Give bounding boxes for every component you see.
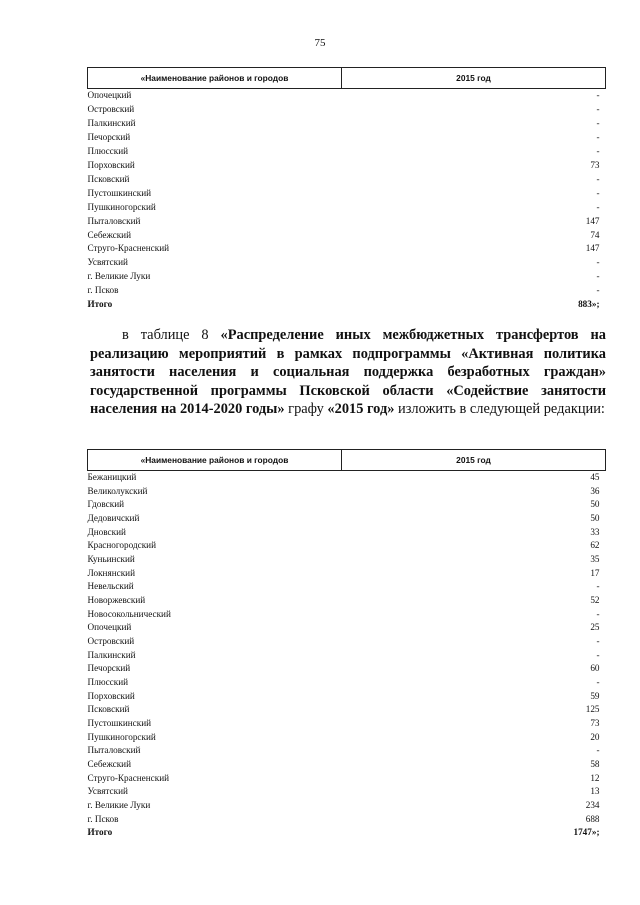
paragraph-tail: изложить в следующей редакции: <box>394 401 605 418</box>
table-row <box>88 703 606 717</box>
table-row <box>88 799 606 813</box>
table-row <box>88 145 606 159</box>
district-name: Пустошкинский <box>87 718 152 729</box>
district-value: - <box>596 257 600 268</box>
district-name: Бежаницкий <box>87 472 137 482</box>
table-header-row <box>88 68 606 89</box>
district-value: 45 <box>590 472 600 482</box>
district-name: Псковский <box>87 704 130 715</box>
district-name: Дновский <box>87 526 126 537</box>
table-row <box>88 498 606 512</box>
district-value: - <box>596 581 600 592</box>
paragraph-table-title: «Распределение иных межбюджетных трансфертов на реализацию мероприятий в рамках подпрограммы «Активная политика занятости населения и социальная поддержка безработных граждан» государственной программы Псковской области «Содействие занятости населения на 2014-2020 годы» <box>90 327 606 418</box>
district-name: Новоржевский <box>87 595 146 606</box>
table-row <box>88 662 606 676</box>
district-name: Опочецкий <box>87 90 132 100</box>
district-name: Себежский <box>87 229 132 240</box>
total-label: Итого <box>87 299 113 310</box>
district-value: - <box>596 90 600 100</box>
district-value: 33 <box>590 526 600 537</box>
district-value: 20 <box>590 731 600 742</box>
district-value: 125 <box>585 704 600 715</box>
total-row <box>88 298 606 312</box>
district-value: 688 <box>585 813 600 824</box>
district-value: 60 <box>590 663 600 674</box>
table-row <box>88 731 606 745</box>
district-name: Пушкиногорский <box>87 731 156 742</box>
district-value: 58 <box>590 759 600 770</box>
table-row <box>88 131 606 145</box>
district-name: Дедовичский <box>87 513 140 524</box>
district-name: Пыталовский <box>87 215 141 226</box>
table-2 <box>87 449 606 840</box>
district-name: Плюсский <box>87 677 129 688</box>
district-name: Псковский <box>87 173 130 184</box>
table-row <box>88 117 606 131</box>
table-row <box>88 471 606 485</box>
district-value: 25 <box>590 622 600 633</box>
district-value: 73 <box>590 159 600 170</box>
district-name: Невельский <box>87 581 134 592</box>
table-row <box>88 539 606 553</box>
district-name: Струго-Красненский <box>87 243 170 254</box>
district-value: - <box>596 649 600 660</box>
district-value: 36 <box>590 485 600 496</box>
table-row <box>88 526 606 540</box>
body-paragraph <box>90 326 606 419</box>
district-name: Великолукский <box>87 485 148 496</box>
table-row <box>88 215 606 229</box>
district-value: 35 <box>590 554 600 565</box>
district-name: Порховский <box>87 690 135 701</box>
district-name: г. Псков <box>87 285 119 296</box>
district-name: Усвятский <box>87 786 128 797</box>
district-name: Печорский <box>87 663 131 674</box>
district-name: Плюсский <box>87 145 129 156</box>
table-row <box>88 758 606 772</box>
table-row <box>88 159 606 173</box>
district-name: Гдовский <box>87 499 125 510</box>
paragraph-lead: в таблице 8 <box>122 327 221 343</box>
district-name: г. Великие Луки <box>87 271 151 282</box>
table-row <box>88 485 606 499</box>
column-header-year: 2015 год <box>342 450 606 471</box>
table-row <box>88 103 606 117</box>
district-name: Палкинский <box>87 649 136 660</box>
paragraph-mid: графу <box>284 401 328 418</box>
table-row <box>88 717 606 731</box>
district-name: Опочецкий <box>87 622 132 633</box>
district-name: Пыталовский <box>87 745 141 756</box>
table-row <box>88 512 606 526</box>
district-value: 52 <box>590 595 600 606</box>
table-row <box>88 744 606 758</box>
table-row <box>88 580 606 594</box>
district-name: Порховский <box>87 159 135 170</box>
district-value: - <box>596 145 600 156</box>
table-row <box>88 187 606 201</box>
total-value: 1747»; <box>573 827 600 838</box>
district-value: - <box>596 271 600 282</box>
table-row <box>88 785 606 799</box>
district-value: - <box>596 103 600 114</box>
table-row <box>88 676 606 690</box>
district-value: 234 <box>585 800 600 811</box>
table-row <box>88 690 606 704</box>
table-1 <box>87 67 606 312</box>
district-value: 17 <box>590 567 600 578</box>
district-name: г. Великие Луки <box>87 800 151 811</box>
district-name: Печорский <box>87 131 131 142</box>
district-value: - <box>596 745 600 756</box>
district-name: Красногородский <box>87 540 156 551</box>
district-name: Островский <box>87 103 135 114</box>
district-value: - <box>596 201 600 212</box>
column-header-name: «Наименование районов и городов <box>88 68 342 89</box>
district-value: 147 <box>585 243 600 254</box>
table-row <box>88 173 606 187</box>
total-row <box>88 826 606 840</box>
total-value: 883»; <box>578 299 600 310</box>
district-value: 147 <box>585 215 600 226</box>
district-value: - <box>596 187 600 198</box>
district-name: Пушкиногорский <box>87 201 156 212</box>
table-row <box>88 256 606 270</box>
table-row <box>88 553 606 567</box>
district-value: - <box>596 636 600 647</box>
column-header-name: «Наименование районов и городов <box>88 450 342 471</box>
table-row <box>88 635 606 649</box>
district-value: - <box>596 285 600 296</box>
district-name: Себежский <box>87 759 132 770</box>
paragraph-column-name: «2015 год» <box>327 401 395 418</box>
table-row <box>88 813 606 827</box>
district-value: 74 <box>590 229 600 240</box>
district-value: 73 <box>590 718 600 729</box>
district-name: Новосокольнический <box>87 608 171 619</box>
district-name: Куньинский <box>87 554 135 565</box>
table-row <box>88 567 606 581</box>
table-row <box>88 270 606 284</box>
table-row <box>88 201 606 215</box>
table-row <box>88 594 606 608</box>
table-2-body <box>88 471 606 841</box>
total-label: Итого <box>87 827 113 838</box>
table-1-body <box>88 89 606 313</box>
table-row <box>88 284 606 298</box>
table-row <box>88 229 606 243</box>
district-name: Островский <box>87 636 135 647</box>
table-header-row <box>88 450 606 471</box>
district-value: 59 <box>590 690 600 701</box>
district-value: - <box>596 608 600 619</box>
table-row <box>88 242 606 256</box>
district-name: Пустошкинский <box>87 187 152 198</box>
table-row <box>88 89 606 103</box>
district-value: - <box>596 117 600 128</box>
district-value: - <box>596 131 600 142</box>
district-name: Локнянский <box>87 567 135 578</box>
table-row <box>88 649 606 663</box>
district-value: 50 <box>590 513 600 524</box>
page-number: 75 <box>314 37 326 49</box>
district-name: Усвятский <box>87 257 128 268</box>
column-header-year: 2015 год <box>342 68 606 89</box>
district-name: г. Псков <box>87 813 119 824</box>
district-value: 62 <box>590 540 600 551</box>
district-value: 12 <box>590 772 600 783</box>
table-row <box>88 608 606 622</box>
district-value: 13 <box>590 786 600 797</box>
table-row <box>88 621 606 635</box>
table-row <box>88 772 606 786</box>
district-value: 50 <box>590 499 600 510</box>
district-value: - <box>596 173 600 184</box>
district-value: - <box>596 677 600 688</box>
district-name: Струго-Красненский <box>87 772 170 783</box>
district-name: Палкинский <box>87 117 136 128</box>
